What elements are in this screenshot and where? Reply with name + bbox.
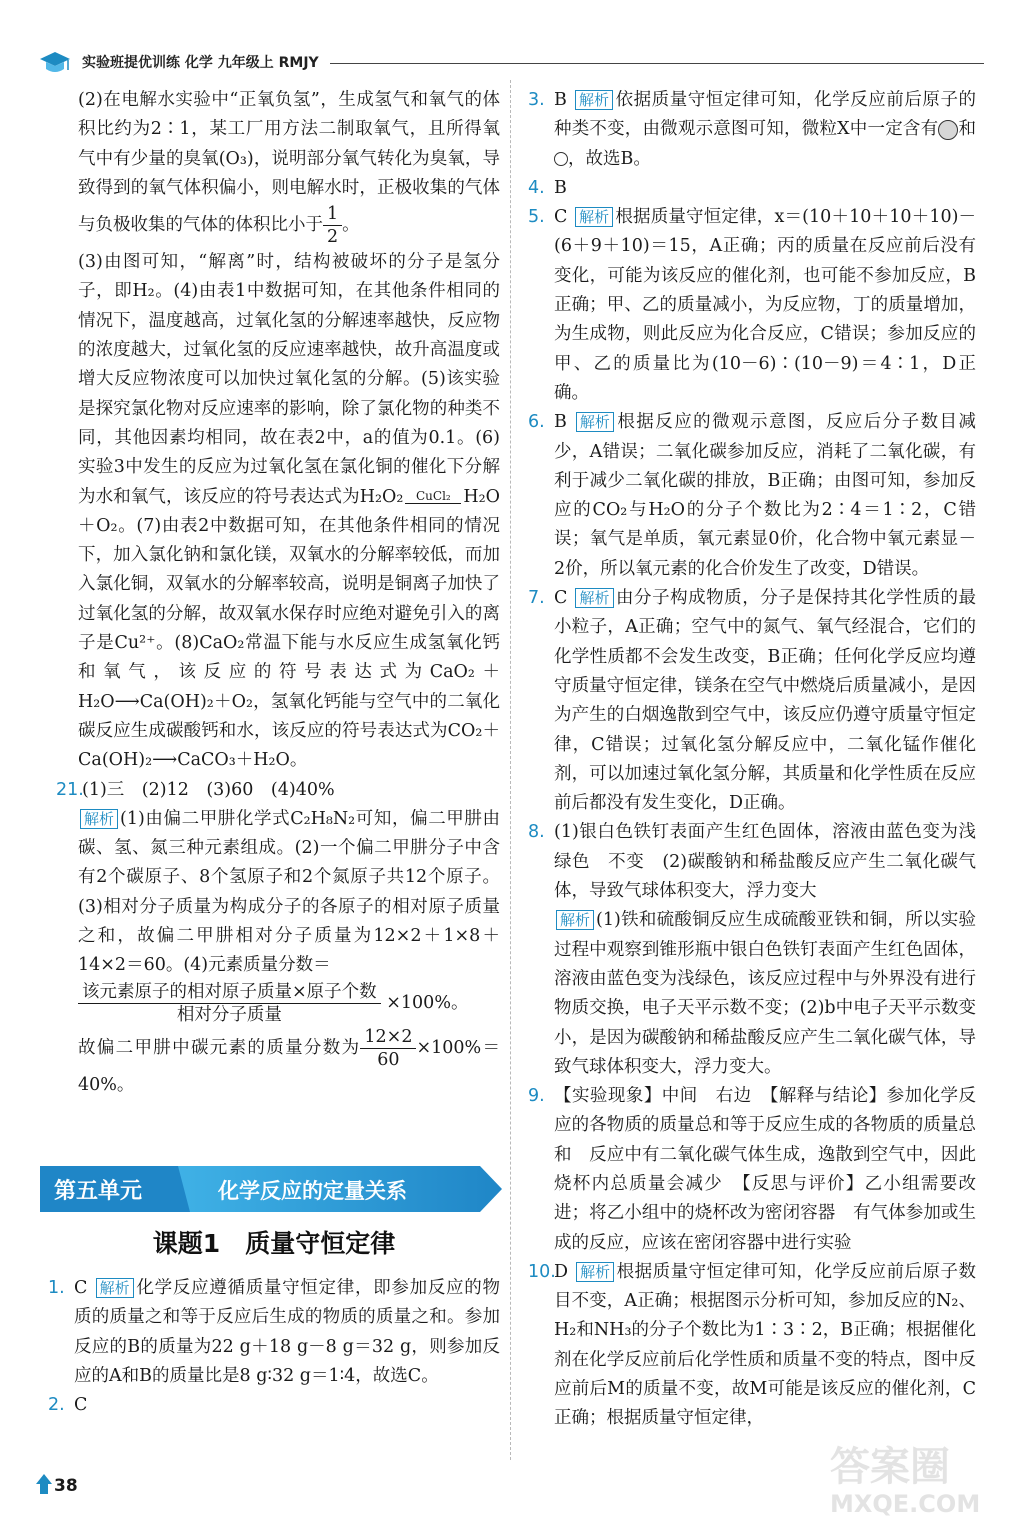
graduation-cap-icon bbox=[38, 50, 72, 76]
up-arrow-icon bbox=[36, 1474, 52, 1494]
text: 。 bbox=[342, 215, 360, 236]
question-4 bbox=[528, 174, 976, 203]
page-number-badge bbox=[34, 1470, 82, 1498]
unit-label: 第五单元 bbox=[54, 1179, 143, 1204]
paragraph-q20-part3 bbox=[78, 248, 500, 775]
question-number: 4. bbox=[528, 177, 545, 198]
analysis-text: 根据反应的微观示意图，反应后分子数目减少，A错误；二氧化碳参加反应，消耗了二氧化碳，有利于减少二氧化碳的排放，B正确；由图可知，参加反应的CO₂与H₂O的分子个数比为2∶4＝1∶2，C错误；氧气是单质，氧元素显0价，化合物中氧元素显－2价，所以氧元素的化合价发生了改变，D错误。 bbox=[554, 412, 976, 579]
fraction-numerator: 该元素原子的相对原子质量×原子个数 bbox=[78, 981, 381, 1004]
fraction-denominator: 2 bbox=[327, 227, 339, 248]
question-7 bbox=[528, 584, 976, 818]
analysis-text: (1)铁和硫酸铜反应生成硫酸亚铁和铜，所以实验过程中观察到锥形瓶中银白色铁钉表面产生红色固体，溶液由蓝色变为浅绿色，该反应过程中与外界没有进行物质交换，电子天平示数不变；(2)b中电子天平示数变小，是因为碳酸钠和稀盐酸反应产生二氧化碳气体，导致气球体积变大，浮力变大。 bbox=[554, 910, 976, 1077]
analysis-text: 根据质量守恒定律可知，化学反应前后原子数目不变，A正确；根据图示分析可知，参加反应的N₂、H₂和NH₃的分子个数比为1∶3∶2，B正确；根据催化剂在化学反应前后化学性质和质量不变的特点，图中反应前后M的质量不变，故M可能是该反应的催化剂，C正确；根据质量守恒定律， bbox=[554, 1261, 976, 1429]
column-divider bbox=[510, 80, 511, 1460]
question-number: 5. bbox=[528, 207, 545, 228]
text: ×100%＝40%。 bbox=[78, 1037, 501, 1095]
answer-text: B bbox=[554, 177, 567, 198]
question-9 bbox=[528, 1082, 976, 1258]
fraction-half bbox=[323, 203, 342, 248]
question-6 bbox=[528, 408, 976, 584]
watermark bbox=[830, 1444, 980, 1518]
text: (3)由图可知，“解离”时，结构被破坏的分子是氢分子，即H₂。(4)由表1中数据可知，在其他条件相同的情况下，温度越高，过氧化氢的分解速率越快，反应物的浓度越大，过氧化氢的反应速率越快，故升高温度或增大反应物浓度可以加快过氧化氢的分解。(5)该实验是探究氯化物对反应速率的影响，除了氯化物的种类不同，其他因素均相同，故在表2中，a的值为0.1。(6)实验3中发生的反应为过氧化氢在氯化铜的催化下分解为水和氧气，该反应的符号表达式为H₂O₂ bbox=[78, 252, 500, 507]
paragraph-q20-part2 bbox=[78, 86, 500, 248]
formula-mass-fraction bbox=[78, 981, 500, 1026]
question-8 bbox=[528, 818, 976, 906]
question-number: 2. bbox=[48, 1395, 65, 1416]
header-rule bbox=[330, 63, 984, 64]
answer-text: 【实验现象】中间 右边 【解释与结论】参加化学反应的各物质的质量总和等于反应生成的各物质的质量总和 反应中有二氧化碳气体生成，逸散到空气中，因此烧杯内总质量会减少 【反思与评价】乙小组需要改进；将乙小组中的烧杯改为密闭容器 有气体参加或生成的反应，应该在密闭容器中进行实验 bbox=[554, 1086, 976, 1253]
large-atom-icon bbox=[938, 120, 958, 140]
text: ×100%。 bbox=[386, 992, 469, 1013]
answer-text: C bbox=[74, 1395, 88, 1416]
question-number: 6. bbox=[528, 412, 545, 433]
question-21 bbox=[56, 776, 500, 805]
question-number: 8. bbox=[528, 822, 545, 843]
page-header bbox=[0, 0, 1020, 80]
small-atom-icon bbox=[554, 152, 568, 166]
analysis-tag: 解析 bbox=[576, 1262, 614, 1282]
answer-text: B bbox=[554, 90, 567, 110]
text: H₂O＋O₂。(7)由表2中数据可知，在其他条件相同的情况下，加入氯化钠和氯化镁，双氧水的分解率较低，而加入氯化铜，双氧水的分解率较高，说明是铜离子加快了过氧化氢的分解，故双氧水保存时应绝对避免引入的离子是Cu²⁺。(8)CaO₂常温下能与水反应生成氢氧化钙和氧气，该反应的符号表达式为CaO₂＋H₂O⟶Ca(OH)₂＋O₂，氢氧化钙能与空气中的二氧化碳反应生成碳酸钙和水，该反应的符号表达式为CO₂＋Ca(OH)₂⟶CaCO₃＋H₂O。 bbox=[78, 486, 500, 771]
question-1 bbox=[48, 1274, 500, 1391]
answer-text: C bbox=[554, 207, 568, 228]
analysis-text: 化学反应遵循质量守恒定律，即参加反应的物质的质量之和等于反应后生成的物质的质量之和。参加反应的B的质量为22 g＋18 g－8 g＝32 g，则参加反应的A和B的质量比是8 g∶32 g＝1∶4，故选C。 bbox=[74, 1278, 500, 1386]
book-title: 实验班提优训练 化学 九年级上 RMJY bbox=[82, 55, 319, 71]
lesson-title: 课题1 质量守恒定律 bbox=[152, 1229, 396, 1258]
analysis-tag: 解析 bbox=[575, 90, 613, 110]
answer-text: (1)三 (2)12 (3)60 (4)40% bbox=[82, 779, 335, 800]
text: (2)在电解水实验中“正氧负氢”，生成氢气和氧气的体积比约为2∶1，某工厂用方法二制取氧气，且所得氧气中有少量的臭氧(O₃)，说明部分氧气转化为臭氧，导致得到的氧气体积偏小，则电解水时，正极收集的气体与负极收集的气体的体积比小于 bbox=[78, 90, 500, 236]
question-10 bbox=[528, 1258, 976, 1434]
text: ，故选B。 bbox=[568, 148, 651, 169]
answer-text: D bbox=[554, 1261, 569, 1282]
question-number: 7. bbox=[528, 588, 545, 609]
question-number: 1. bbox=[48, 1278, 65, 1298]
formula-carbon-fraction bbox=[78, 1026, 500, 1100]
analysis-tag: 解析 bbox=[575, 588, 613, 608]
fraction-denominator: 相对分子质量 bbox=[176, 1004, 282, 1025]
fraction-carbon bbox=[360, 1026, 416, 1071]
analysis-text: (1)由偏二甲肼化学式C₂H₈N₂可知，偏二甲肼由碳、氢、氮三种元素组成。(2)一个偏二甲肼分子中含有2个碳原子、8个氢原子和2个氮原子共12个原子。(3)相对分子质量为构成分子的各原子的相对原子质量之和，故偏二甲肼相对分子质量为12×2＋1×8＋14×2＝60。(4)元素质量分数＝ bbox=[78, 808, 500, 976]
fraction-mass-fraction bbox=[78, 981, 381, 1026]
text: 和 bbox=[958, 119, 976, 140]
text: 故偏二甲肼中碳元素的质量分数为 bbox=[78, 1037, 361, 1058]
reaction-arrow bbox=[405, 490, 461, 504]
analysis-tag: 解析 bbox=[96, 1278, 134, 1298]
fraction-denominator: 60 bbox=[377, 1049, 400, 1070]
watermark-logo-text: 答案圈 bbox=[830, 1444, 950, 1490]
question-number: 21. bbox=[56, 779, 84, 800]
analysis-text: 由分子构成物质，分子是保持其化学性质的最小粒子，A正确；空气中的氮气、氧气经混合，它们的化学性质都不会发生改变，B正确；任何化学反应均遵守质量守恒定律，镁条在空气中燃烧后质量减小，是因为产生的白烟逸散到空气中，该反应仍遵守质量守恒定律，C错误；过氧化氢分解反应中，二氧化锰作催化剂，可以加速过氧化氢分解，其质量和化学性质在反应前后都没有发生变化，D正确。 bbox=[554, 588, 976, 814]
analysis-tag: 解析 bbox=[576, 412, 614, 432]
right-column bbox=[528, 86, 976, 1434]
analysis-tag: 解析 bbox=[556, 910, 594, 930]
page-number: 38 bbox=[54, 1476, 78, 1496]
analysis-text: 依据质量守恒定律可知，化学反应前后原子的种类不变，由微观示意图可知，微粒X中一定含有 bbox=[554, 90, 976, 140]
answer-text: B bbox=[554, 412, 567, 433]
watermark-url: MXQE.COM bbox=[830, 1490, 981, 1518]
question-number: 9. bbox=[528, 1086, 545, 1107]
answer-text: (1)银白色铁钉表面产生红色固体，溶液由蓝色变为浅绿色 不变 (2)碳酸钠和稀盐酸反应产生二氧化碳气体，导致气球体积变大，浮力变大 bbox=[554, 822, 976, 902]
analysis-text: 根据质量守恒定律，x＝(10＋10＋10＋10)－(6＋9＋10)＝15，A正确；丙的质量在反应前后没有变化，可能为该反应的催化剂，也可能不参加反应，B正确；甲、乙的质量减小，为反应物，丁的质量增加，为生成物，则此反应为化合反应，C错误；参加反应的甲、乙的质量比为(10－6)∶(10－9)＝4∶1，D正确。 bbox=[554, 207, 976, 403]
question-2 bbox=[48, 1391, 500, 1420]
question-5 bbox=[528, 203, 976, 408]
question-3 bbox=[528, 86, 976, 174]
analysis-q21 bbox=[78, 805, 500, 981]
unit-banner bbox=[40, 1160, 508, 1218]
analysis-tag: 解析 bbox=[80, 809, 118, 829]
analysis-q8 bbox=[528, 906, 976, 1082]
fraction-numerator: 12×2 bbox=[360, 1026, 416, 1049]
catalyst-label: CuCl₂ bbox=[416, 489, 451, 504]
arrow-line bbox=[405, 503, 461, 504]
question-number: 3. bbox=[528, 90, 545, 110]
left-column-lower bbox=[48, 1274, 500, 1420]
analysis-tag: 解析 bbox=[575, 207, 613, 227]
unit-title: 化学反应的定量关系 bbox=[218, 1179, 407, 1203]
left-column bbox=[56, 86, 501, 1100]
answer-text: C bbox=[74, 1278, 88, 1298]
question-number: 10. bbox=[528, 1261, 556, 1282]
answer-text: C bbox=[554, 588, 568, 609]
fraction-numerator: 1 bbox=[323, 203, 342, 226]
